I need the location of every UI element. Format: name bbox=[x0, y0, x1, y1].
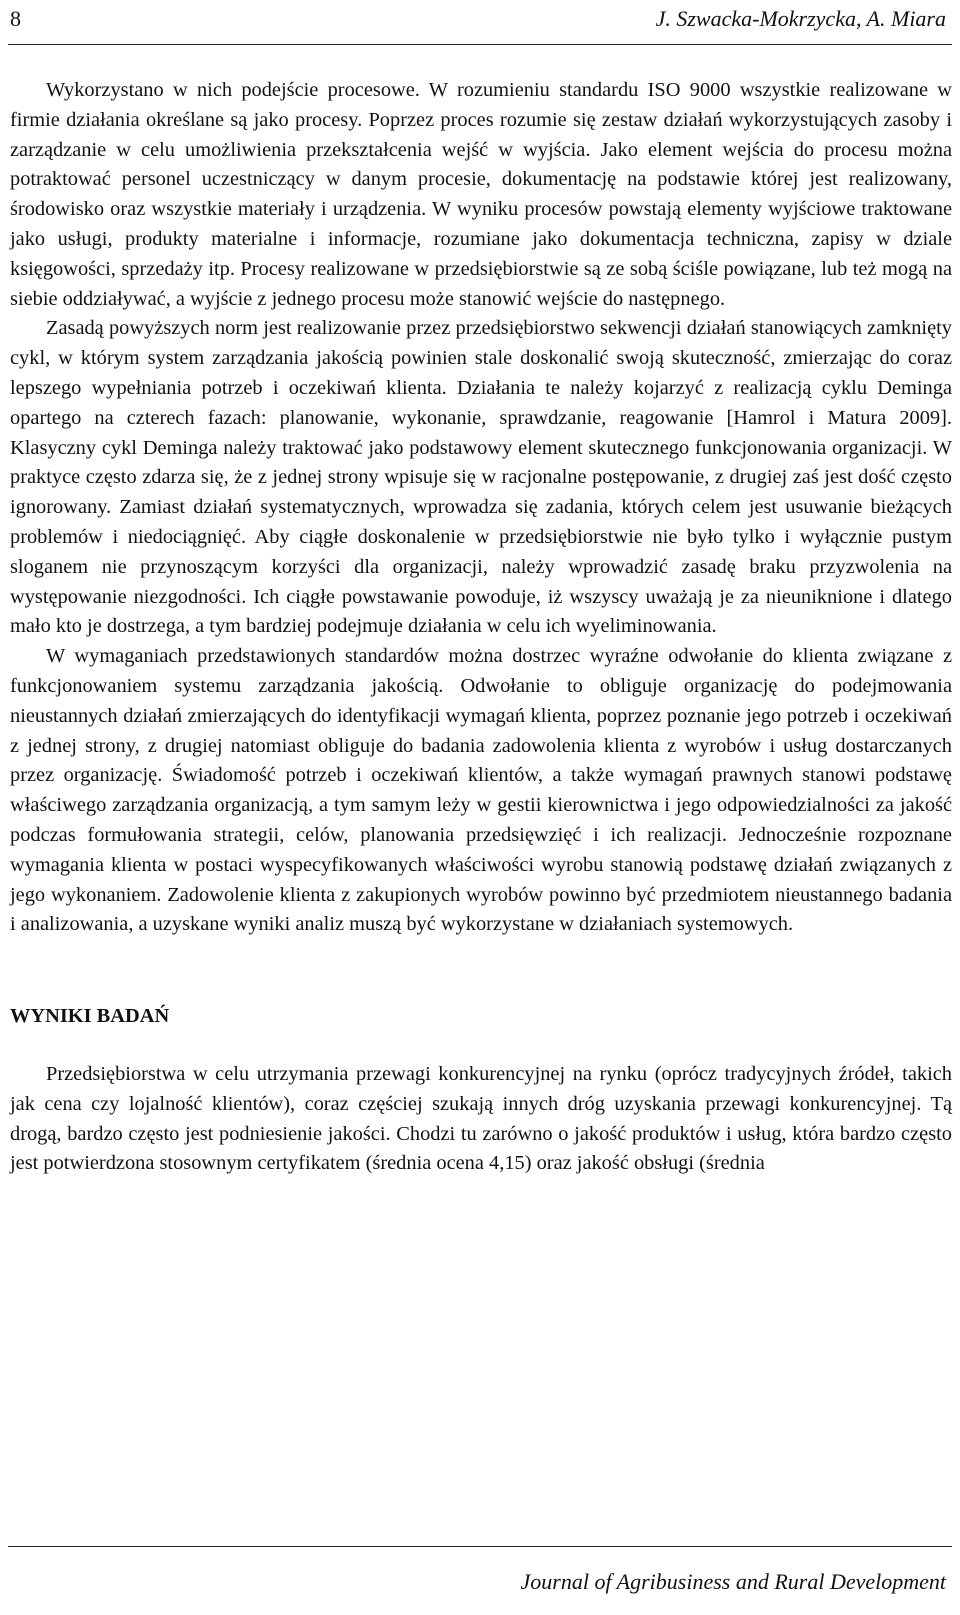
running-head-authors: J. Szwacka-Mokrzycka, A. Miara bbox=[655, 6, 946, 31]
paragraph-process-approach: Wykorzystano w nich podejście procesowe. W rozumieniu standardu ISO 9000 wszystkie realizowane w firmie działania określane są jako procesy. Poprzez proces rozumie się zestaw działań wykorzystujących zasoby i zarządzanie w celu umożliwienia przekształcenia wejść w wyjścia. Jako element wejścia do procesu można potraktować personel uczestniczący w danym procesie, dokumentację na podstawie której jest realizowany, środowisko oraz wszystkie materiały i urządzenia. W wyniku procesów powstają elementy wyjściowe traktowane jako usługi, produkty materialne i informacje, rozumiane jako dokumentacja techniczna, zapisy w dziale księgowości, sprzedaży itp. Procesy realizowane w przedsiębiorstwie są ze sobą ściśle powiązane, lub też mogą na siebie oddziaływać, a wyjście z jednego procesu może stanowić wejście do następnego. bbox=[10, 79, 952, 310]
page-number: 8 bbox=[10, 6, 21, 31]
paragraph-results: Przedsiębiorstwa w celu utrzymania przewagi konkurencyjnej na rynku (oprócz tradycyjnych źródeł, takich jak cena czy lojalność klientów), coraz częściej szukają innych dróg uzyskania przewagi konkurencyjnej. Tą drogą, bardzo często jest podniesienie jakości. Chodzi tu zarówno o jakość produktów i usług, która bardzo często jest potwierdzona stosownym certyfikatem (średnia ocena 4,15) oraz jakość obsługi (średnia bbox=[10, 1062, 952, 1175]
journal-name: Journal of Agribusiness and Rural Development bbox=[520, 1569, 946, 1594]
section-heading: WYNIKI BADAŃ bbox=[10, 1005, 170, 1028]
body-text bbox=[10, 76, 952, 1179]
page-header bbox=[8, 0, 952, 45]
paragraph-client-requirements: W wymaganiach przedstawionych standardów można dostrzec wyraźne odwołanie do klienta związane z funkcjonowaniem systemu zarządzania jakością. Odwołanie to obliguje organizację do podejmowania nieustannych działań zmierzających do identyfikacji wymagań klienta, poprzez poznanie jego potrzeb i oczekiwań z jednej strony, z drugiej natomiast obliguje do badania zadowolenia klienta z wyrobów i usług dostarczanych przez organizację. Świadomość potrzeb i oczekiwań klientów, a także wymagań prawnych stanowi podstawę właściwego zarządzania organizacją, a tym samym leży w gestii kierownictwa i jego odpowiedzialności za jakość podczas formułowania strategii, celów, planowania przedsięwzięć i ich realizacji. Jednocześnie rozpoznane wymagania klienta w postaci wyspecyfikowanych właściwości wyrobu stanowią podstawę działań związanych z jego wykonaniem. Zadowolenie klienta z zakupionych wyrobów powinno być przedmiotem nieustannego badania i analizowania, a uzyskane wyniki analiz muszą być wykorzystane w działaniach systemowych. bbox=[10, 645, 952, 936]
page-footer bbox=[8, 1546, 952, 1615]
paragraph-deming-cycle: Zasadą powyższych norm jest realizowanie przez przedsiębiorstwo sekwencji działań stanowiących zamknięty cykl, w którym system zarządzania jakością powinien stale doskonalić swoją skuteczność, zmierzając do coraz lepszego wypełniania potrzeb i oczekiwań klienta. Działania te należy kojarzyć z realizacją cyklu Deminga opartego na czterech fazach: planowanie, wykonanie, sprawdzanie, reagowanie [Hamrol i Matura 2009]. Klasyczny cykl Deminga należy traktować jako podstawowy element skutecznego funkcjonowania organizacji. W praktyce często zdarza się, że z jednej strony wpisuje się w racjonalne postępowanie, z drugiej zaś jest dość często ignorowany. Zamiast działań systematycznych, wprowadza się zadania, których celem jest usuwanie bieżących problemów i niedociągnięć. Aby ciągłe doskonalenie w przedsiębiorstwie nie było tylko i wyłącznie pustym sloganem nie przynoszącym korzyści dla organizacji, należy wprowadzić zasadę braku przyzwolenia na występowanie niezgodności. Ich ciągłe powstawanie powoduje, iż wszyscy uważają je za nieuniknione i dlatego mało kto je dostrzega, a tym bardziej podejmuje działania w celu ich wyeliminowania. bbox=[10, 317, 952, 638]
